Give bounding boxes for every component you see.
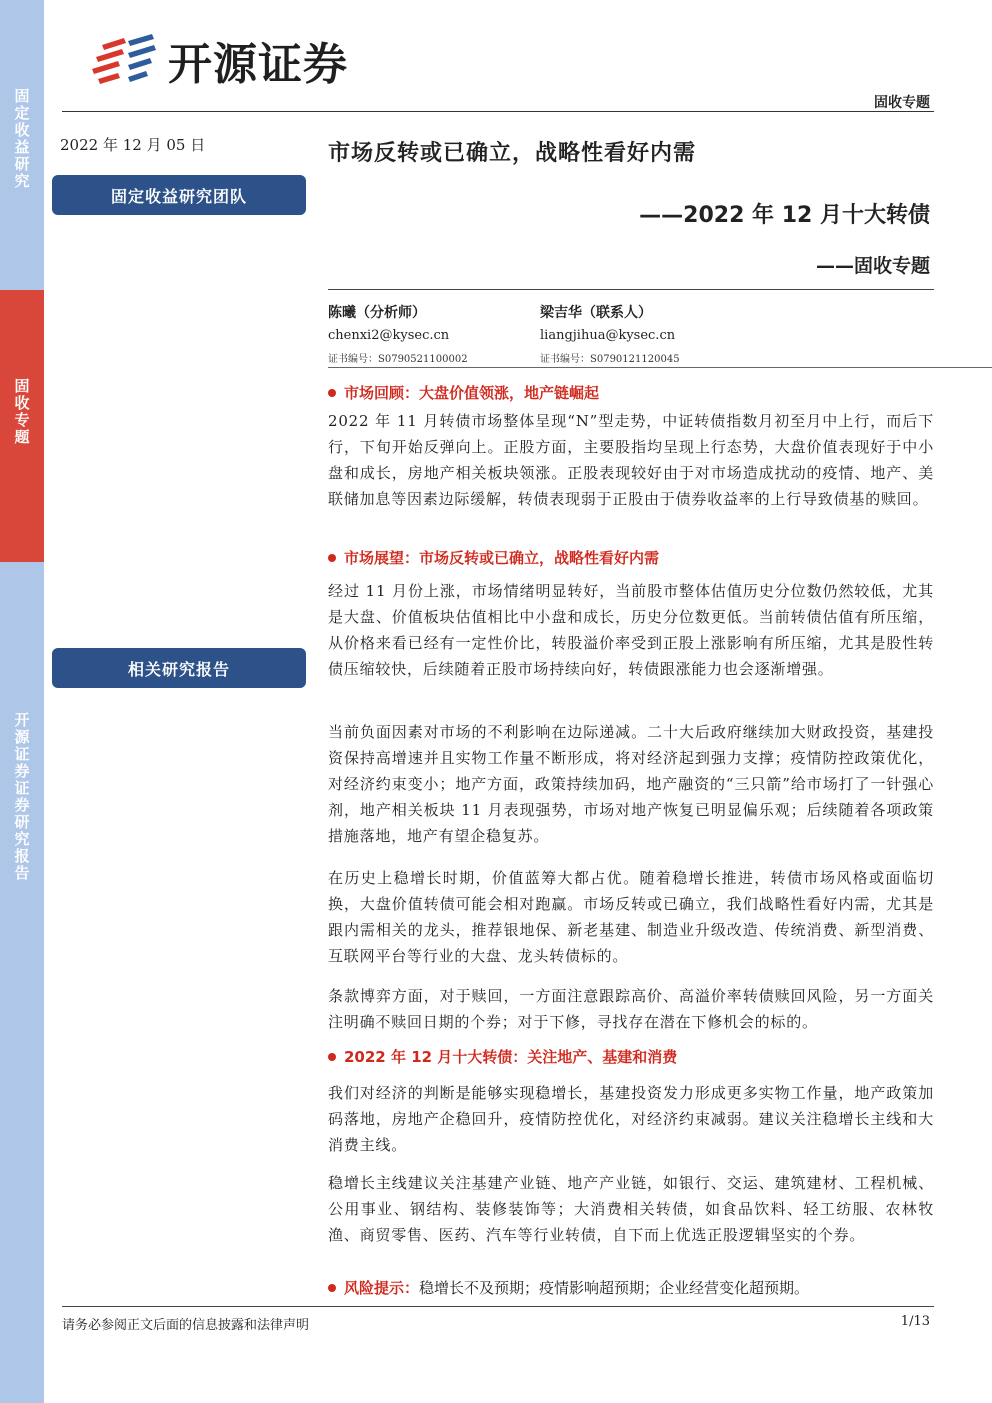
risk-warning	[328, 1277, 934, 1298]
sidebar-label: 固定收益研究	[14, 87, 30, 190]
author-block	[540, 302, 680, 365]
author-name: 陈曦（分析师）	[328, 305, 426, 321]
sidebar-section-topic	[0, 290, 44, 562]
author-cert: 证书编号：S0790121120045	[540, 354, 680, 365]
author-block	[328, 302, 468, 365]
paragraph: 当前负面因素对市场的不利影响在边际递减。二十大后政府继续加大财政投资，基建投资保持高增速并且实物工作量不断形成，将对经济起到强力支撑；疫情防控政策优化，对经济约束变小；地产方面，政策持续加码，地产融资的“三只箭”给市场打了一针强心剂，地产相关板块 11 月表现强势，市场对地产恢复已明显偏乐观；后续随着各项政策措施落地，地产有望企稳复苏。	[328, 723, 934, 845]
paragraph: 经过 11 月份上涨，市场情绪明显转好，当前股市整体估值历史分位数仍然较低，尤其是大盘、价值板块估值相比中小盘和成长，历史分位数更低。当前转债估值有所压缩，从价格来看已经有一定性价比，转股溢价率受到正股上涨影响有所压缩，尤其是股性转债压缩较快，后续随着正股市场持续向好，转债跟涨能力也会逐渐增强。	[328, 582, 934, 678]
paragraph: 在历史上稳增长时期，价值蓝筹大都占优。随着稳增长推进，转债市场风格或面临切换，大盘价值转债可能会相对跑赢。市场反转或已确立，我们战略性看好内需，尤其是跟内需相关的龙头，推荐银地保、新老基建、制造业升级改造、传统消费、新型消费、互联网平台等行业的大盘、龙头转债标的。	[328, 869, 934, 965]
author-divider	[328, 367, 992, 368]
risk-label: 风险提示：	[344, 1279, 420, 1297]
paragraph: 稳增长主线建议关注基建产业链、地产产业链，如银行、交运、建筑建材、工程机械、公用事业、钢结构、装修装饰等；大消费相关转债，如食品饮料、轻工纺服、农林牧渔、商贸零售、医药、汽车等行业转债，自下而上优选正股逻辑坚实的个券。	[328, 1174, 934, 1244]
heading-text: 市场回顾：大盘价值领涨，地产链崛起	[344, 384, 600, 402]
section-heading-top10	[328, 1046, 934, 1067]
report-subtitle: ——2022 年 12 月十大转债	[639, 203, 930, 228]
paragraph: 2022 年 11 月转债市场整体呈现“N”型走势，中证转债指数月初至月中上行，而后下行，下旬开始反弹向上。正股方面，主要股指均呈现上行态势，大盘价值表现好于中小盘和成长，房地产相关板块领涨。正股表现较好由于对市场造成扰动的疫情、地产、美联储加息等因素边际缓解，转债表现弱于正股由于债券收益率的上行导致债基的赎回。	[328, 412, 934, 508]
related-reports-box: 相关研究报告	[52, 648, 306, 688]
footer-divider	[62, 1306, 934, 1307]
sidebar-section-report	[0, 712, 44, 882]
team-label-box: 固定收益研究团队	[52, 175, 306, 215]
report-title: 市场反转或已确立，战略性看好内需	[328, 141, 697, 166]
author-email[interactable]: chenxi2@kysec.cn	[328, 328, 450, 343]
section-heading-outlook	[328, 547, 934, 568]
header-divider	[62, 111, 934, 112]
sidebar-label: 固收专题	[14, 377, 30, 446]
bullet-icon	[328, 1053, 336, 1061]
page-number: 1/13	[900, 1314, 930, 1329]
report-date: 2022 年 12 月 05 日	[60, 136, 206, 154]
author-email[interactable]: liangjihua@kysec.cn	[540, 328, 676, 343]
author-cert: 证书编号：S0790521100002	[328, 354, 468, 365]
heading-text: 市场展望：市场反转或已确立，战略性看好内需	[344, 549, 660, 567]
paragraph: 条款博弈方面，对于赎回，一方面注意跟踪高价、高溢价率转债赎回风险，另一方面关注明确不赎回日期的个券；对于下修，寻找存在潜在下修机会的标的。	[328, 987, 934, 1031]
company-logo	[88, 30, 348, 90]
report-series: ——固收专题	[815, 255, 930, 277]
sidebar-label: 开源证券证券研究报告	[14, 711, 30, 882]
sidebar-section-fixed-income	[0, 88, 44, 190]
footer-disclaimer: 请务必参阅正文后面的信息披露和法律声明	[62, 1318, 310, 1333]
title-divider	[328, 289, 934, 290]
bullet-icon	[328, 554, 336, 562]
risk-text: 稳增长不及预期；疫情影响超预期；企业经营变化超预期。	[419, 1279, 810, 1297]
logo-mark-icon	[88, 31, 160, 89]
side-bar	[0, 0, 44, 1403]
heading-text: 2022 年 12 月十大转债：关注地产、基建和消费	[344, 1048, 678, 1066]
bullet-icon	[328, 389, 336, 397]
logo-text: 开源证券	[168, 39, 348, 90]
author-name: 梁吉华（联系人）	[540, 305, 652, 321]
bullet-icon	[328, 1284, 336, 1292]
section-heading-review	[328, 382, 934, 403]
section-tag: 固收专题	[874, 95, 930, 111]
paragraph: 我们对经济的判断是能够实现稳增长，基建投资发力形成更多实物工作量，地产政策加码落地，房地产企稳回升，疫情防控优化，对经济约束减弱。建议关注稳增长主线和大消费主线。	[328, 1084, 934, 1154]
